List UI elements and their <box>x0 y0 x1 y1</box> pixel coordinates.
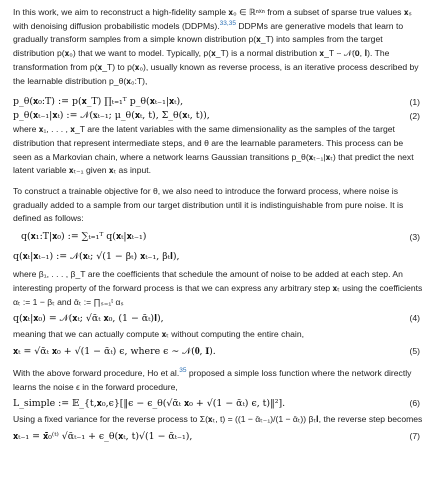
chain-paragraph: meaning that we can actually compute 𝐱ₜ without computing the entire chain, <box>13 329 305 340</box>
forward-paragraph: To construct a trainable objective for θ, we also need to introduce the forward process, where noise is gradually added to a sample from our target distribution until it is indistinguishable from pure noise. It is defined as follows: <box>13 186 404 224</box>
ho-text: With the above forward procedure, Ho et al. <box>13 367 180 378</box>
equation-6-number: (6) <box>409 398 420 409</box>
citation-link[interactable]: 33,35 <box>219 19 236 27</box>
equation-7 <box>13 428 424 445</box>
equation-5 <box>13 343 424 360</box>
equation-3a-body: q(𝐱₁:T|𝐱₀) := ∑ₜ₌₁ᵀ q(𝐱ₜ|𝐱ₜ₋₁) <box>21 231 147 243</box>
equation-3b-body: q(𝐱ₜ|𝐱ₜ₋₁) := 𝒩(𝐱ₜ; √(1 − βₜ) 𝐱ₜ₋₁, βₜ𝐈), <box>13 251 180 263</box>
equation-7-body: 𝐱ₜ₋₁ = 𝐱̄₀⁽ᵗ⁾ √ᾱₜ₋₁ + ϵ_θ(𝐱ₜ, t)√(1 − ᾱₜ₋₁), <box>13 431 193 443</box>
equation-5-number: (5) <box>409 345 420 356</box>
reverse-paragraph: Using a fixed variance for the reverse process to Σ(𝐱ₜ, t) = ((1 − ᾱₜ₋₁)/(1 − ᾱₜ)) βₜ𝐈, the reverse step becomes <box>13 414 423 425</box>
latent-paragraph: where 𝐱₁, . . . , 𝐱_T are the latent variables with the same dimensionality as the samples of the target distribution that represent intermediate steps, and θ are the learnable parameters. This process can be seen as a Markovian chain, where a network learns Gaussian transitions p_θ(𝐱ₜ₋₁|𝐱ₜ) that predict the next latent variable 𝐱ₜ₋₁ given 𝐱ₜ as input. <box>13 124 414 176</box>
intro-text-continued: DDPMs are generative models that learn to gradually transform samples from a simple known distribution p(𝐱_T) into samples from the target distribution p(𝐱₀) that we want to model. Typically, p(𝐱_T) is a normal distribution 𝐱_T ∼ 𝒩(𝟎, 𝐈). The transformation from p(𝐱_T) to p(𝐱₀), usually known as reverse process, is an iterative process described by the learnable distribution p_θ(𝐱₀:T), <box>13 20 419 86</box>
ho-paragraph <box>13 367 424 394</box>
beta-paragraph: where β₁, . . . , β_T are the coefficients that schedule the amount of noise to be added at each step. An interesting property of the forward process is that we can express any arbitrary step 𝐱ₜ using the coefficients αₜ := 1 − βₜ and ᾱₜ := ∏ₛ₌₁ᵗ αₛ <box>13 269 423 307</box>
equation-1-number: (1) <box>409 97 420 108</box>
equation-3a <box>13 227 424 247</box>
intro-paragraph <box>13 6 424 88</box>
equation-6 <box>13 395 424 412</box>
equation-1-body: p_θ(𝐱₀:T) := p(𝐱_T) ∏ₜ₌₁ᵀ p_θ(𝐱ₜ₋₁|𝐱ₜ), <box>13 96 184 108</box>
equation-2 <box>13 109 424 123</box>
equation-2-body: p_θ(𝐱ₜ₋₁|𝐱ₜ) := 𝒩(𝐱ₜ₋₁; μ_θ(𝐱ₜ, t), Σ_θ(𝐱ₜ, t)), <box>13 110 210 122</box>
equation-5-body: 𝐱ₜ = √ᾱₜ 𝐱₀ + √(1 − ᾱₜ) ϵ, where ϵ ∼ 𝒩(𝟎, 𝐈). <box>13 345 216 357</box>
equation-1 <box>13 95 424 109</box>
equation-4 <box>13 310 424 327</box>
ho-text-continued: proposed a simple loss function where the network directly learns the noise ϵ in the forward procedure, <box>13 367 412 392</box>
equation-4-body: q(𝐱ₜ|𝐱₀) = 𝒩(𝐱ₜ; √ᾱₜ 𝐱₀, (1 − ᾱₜ)𝐈), <box>13 313 164 325</box>
equation-6-body: L_simple := 𝔼_{t,𝐱₀,ϵ}[‖ϵ − ϵ_θ(√ᾱₜ 𝐱₀ + √(1 − ᾱₜ) ϵ, t)‖²]. <box>13 398 286 410</box>
citation-link-ho[interactable]: 35 <box>179 367 187 375</box>
equation-7-number: (7) <box>409 431 420 442</box>
equation-4-number: (4) <box>409 313 420 324</box>
intro-text: In this work, we aim to reconstruct a high-fidelity sample 𝐱₀ ∈ ℝⁿˣⁿ from a subset of sparse true values 𝐱ₛ with denoising diffusion probabilistic models (DDPMs). <box>13 7 412 31</box>
spacer <box>13 360 424 366</box>
equation-3b <box>13 247 424 267</box>
equation-2-number: (2) <box>409 111 420 122</box>
equation-3-number: (3) <box>409 232 420 243</box>
